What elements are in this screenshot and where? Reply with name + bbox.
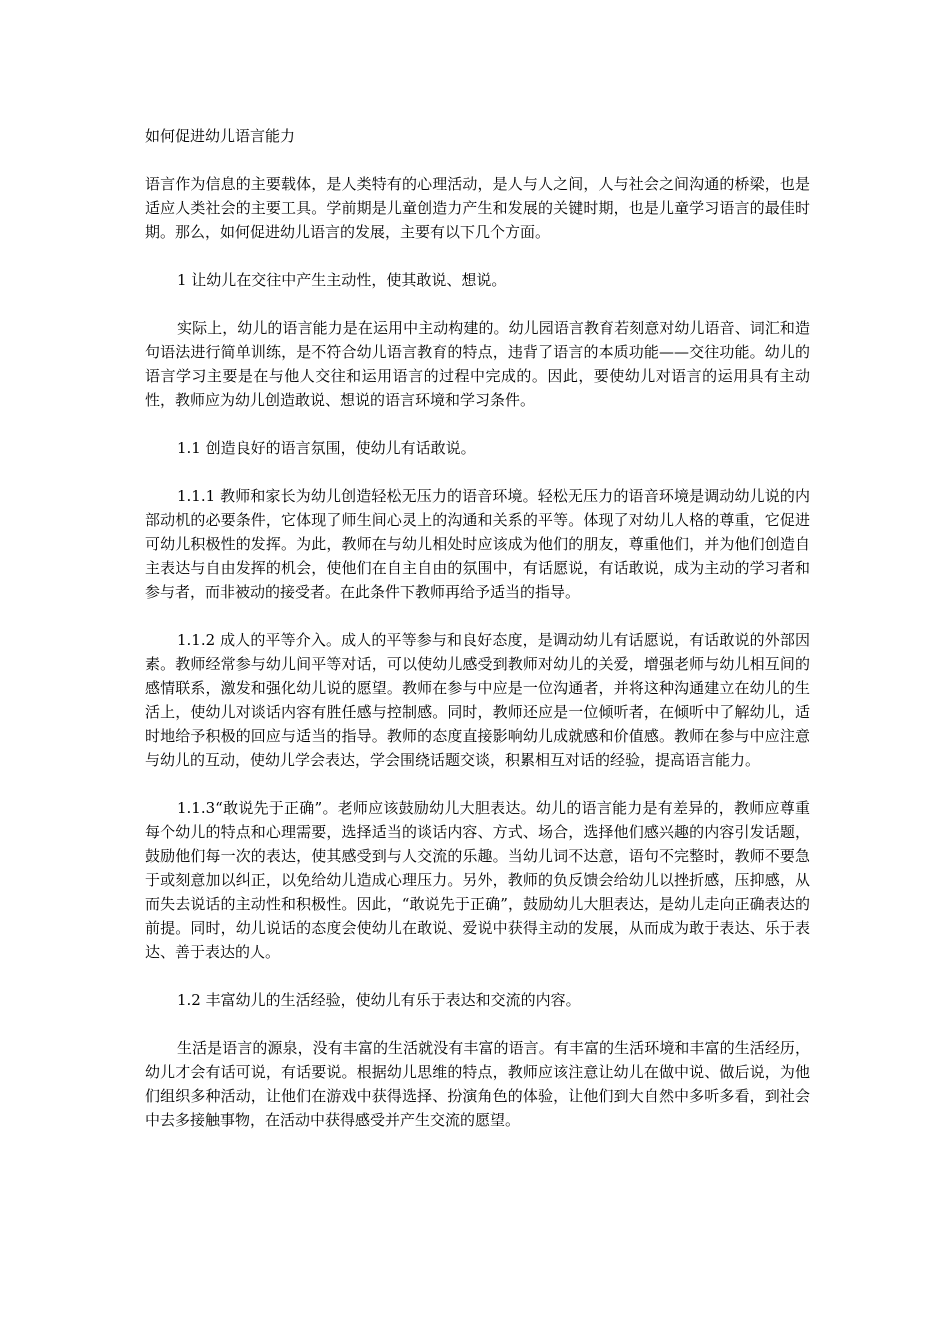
- section-1-2-body: 生活是语言的源泉，没有丰富的生活就没有丰富的语言。有丰富的生活环境和丰富的生活经历，幼儿才会有话可说，有话要说。根据幼儿思维的特点，教师应该注意让幼儿在做中说、做后说，为他们组织多种活动，让他们在游戏中获得选择、扮演角色的体验，让他们到大自然中多听多看，到社会中去多接触事物，在活动中获得感受并产生交流的愿望。: [145, 1039, 810, 1129]
- document-title: 如何促进幼儿语言能力: [145, 127, 296, 145]
- section-1-1-1-paragraph: 1.1.1 教师和家长为幼儿创造轻松无压力的语音环境。轻松无压力的语音环境是调动幼儿说的内部动机的必要条件，它体现了师生间心灵上的沟通和关系的平等。体现了对幼儿人格的尊重，它促进可幼儿积极性的发挥。为此，教师在与幼儿相处时应该成为他们的朋友，尊重他们，并为他们创造自主表达与自由发挥的机会，使他们在自主自由的氛围中，有话愿说，有话敢说，成为主动的学习者和参与者，而非被动的接受者。在此条件下教师再给予适当的指导。: [145, 487, 810, 601]
- section-1-1-heading: 1.1 创造良好的语言氛围，使幼儿有话敢说。: [177, 439, 476, 457]
- section-1-heading: 1 让幼儿在交往中产生主动性，使其敢说、想说。: [177, 271, 507, 289]
- document-page: [145, 124, 810, 1156]
- section-1-body: 实际上，幼儿的语言能力是在运用中主动构建的。幼儿园语言教育若刻意对幼儿语音、词汇和造句语法进行简单训练，是不符合幼儿语言教育的特点，违背了语言的本质功能——交往功能。幼儿的语言学习主要是在与他人交往和运用语言的过程中完成的。因此，要使幼儿对语言的运用具有主动性，教师应为幼儿创造敢说、想说的语言环境和学习条件。: [145, 319, 810, 409]
- section-1-2-heading: 1.2 丰富幼儿的生活经验，使幼儿有乐于表达和交流的内容。: [177, 991, 581, 1009]
- section-1-1-2-paragraph: 1.1.2 成人的平等介入。成人的平等参与和良好态度，是调动幼儿有话愿说，有话敢说的外部因素。教师经常参与幼儿间平等对话，可以使幼儿感受到教师对幼儿的关爱，增强老师与幼儿相互间的感情联系，激发和强化幼儿说的愿望。教师在参与中应是一位沟通者，并将这种沟通建立在幼儿的生活上，使幼儿对谈话内容有胜任感与控制感。同时，教师还应是一位倾听者，在倾听中了解幼儿，适时地给予积极的回应与适当的指导。教师的态度直接影响幼儿成就感和价值感。教师在参与中应注意与幼儿的互动，使幼儿学会表达，学会围绕话题交谈，积累相互对话的经验，提高语言能力。: [145, 631, 810, 769]
- section-1-1-3-paragraph: 1.1.3“敢说先于正确”。老师应该鼓励幼儿大胆表达。幼儿的语言能力是有差异的，教师应尊重每个幼儿的特点和心理需要，选择适当的谈话内容、方式、场合，选择他们感兴趣的内容引发话题，鼓励他们每一次的表达，使其感受到与人交流的乐趣。当幼儿词不达意，语句不完整时，教师不要急于或刻意加以纠正，以免给幼儿造成心理压力。另外，教师的负反馈会给幼儿以挫折感，压抑感，从而失去说话的主动性和积极性。因此，“敢说先于正确”，鼓励幼儿大胆表达，是幼儿走向正确表达的前提。同时，幼儿说话的态度会使幼儿在敢说、爱说中获得主动的发展，从而成为敢于表达、乐于表达、善于表达的人。: [145, 799, 810, 961]
- intro-paragraph: 语言作为信息的主要载体，是人类特有的心理活动，是人与人之间，人与社会之间沟通的桥梁，也是适应人类社会的主要工具。学前期是儿童创造力产生和发展的关键时期，也是儿童学习语言的最佳时期。那么，如何促进幼儿语言的发展，主要有以下几个方面。: [145, 175, 810, 241]
